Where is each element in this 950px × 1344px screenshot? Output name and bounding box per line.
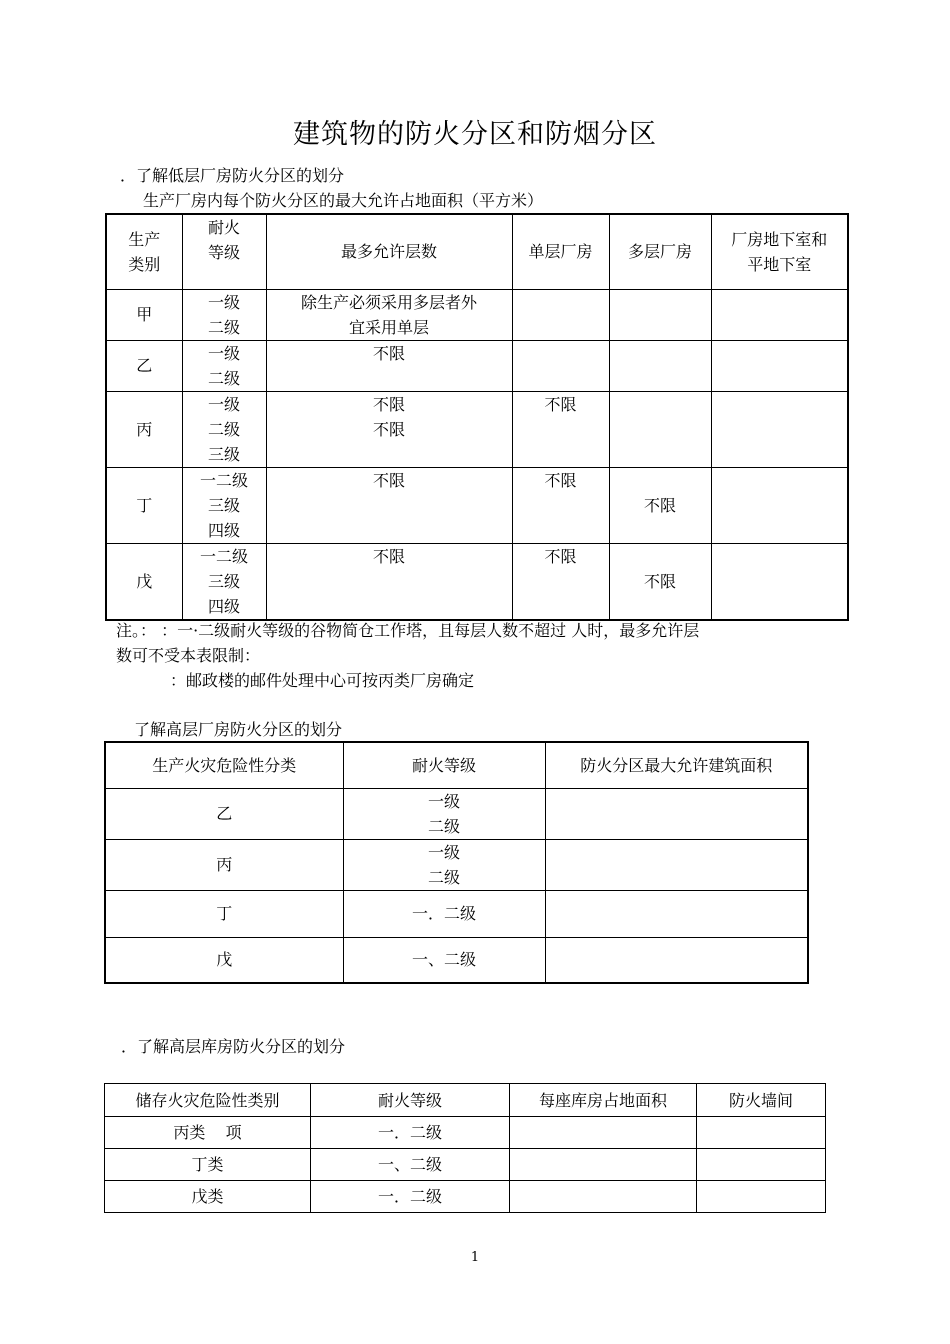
row-single	[512, 289, 609, 340]
row-area	[510, 1117, 697, 1149]
row-wall	[697, 1149, 826, 1181]
row-single	[512, 340, 609, 391]
row-single: 不限	[512, 543, 609, 620]
header-area-per-warehouse: 每座库房占地面积	[510, 1084, 697, 1117]
table-row	[106, 543, 848, 620]
row-floors: 不限	[266, 467, 512, 543]
row-grades: 一级 二级	[182, 340, 266, 391]
row-grades: 一、二级	[343, 937, 545, 983]
row-area	[545, 788, 808, 839]
header-fire-grade: 耐火等级	[311, 1084, 510, 1117]
row-category: 戊	[106, 543, 182, 620]
row-grades: 一级 二级	[182, 289, 266, 340]
row-category: 甲	[106, 289, 182, 340]
row-grades: 一、二级	[311, 1149, 510, 1181]
header-category: 生产 类别	[106, 214, 182, 289]
row-wall	[697, 1181, 826, 1213]
row-category: 丁类	[105, 1149, 311, 1181]
row-category: 丙	[105, 839, 343, 890]
row-grades: 一二级 三级 四级	[182, 543, 266, 620]
table-row	[105, 788, 808, 839]
row-grades: 一．二级	[311, 1181, 510, 1213]
high-rise-factory-table	[104, 741, 809, 984]
table-row	[106, 340, 848, 391]
row-floors: 不限	[266, 340, 512, 391]
note-line-3: ：邮政楼的邮件处理中心可按丙类厂房确定	[170, 671, 475, 690]
high-rise-warehouse-table	[104, 1083, 826, 1213]
row-category: 丁	[105, 890, 343, 937]
table-row	[105, 890, 808, 937]
row-basement	[711, 391, 848, 467]
table-row	[106, 289, 848, 340]
row-floors: 不限	[266, 543, 512, 620]
row-multi	[609, 340, 711, 391]
header-storage-class: 储存火灾危险性类别	[105, 1084, 311, 1117]
row-basement	[711, 467, 848, 543]
row-single: 不限	[512, 467, 609, 543]
note-line-2: 数可不受本表限制：	[116, 646, 261, 665]
section1-heading: ．了解低层厂房防火分区的划分	[120, 166, 345, 185]
row-category: 丁	[106, 467, 182, 543]
header-max-area: 防火分区最大允许建筑面积	[545, 742, 808, 788]
header-basement: 厂房地下室和 平地下室	[711, 214, 848, 289]
header-single-storey: 单层厂房	[512, 214, 609, 289]
row-floors: 不限 不限	[266, 391, 512, 467]
table-row	[106, 467, 848, 543]
row-multi	[609, 289, 711, 340]
note-line-1: 注。： ：一·二级耐火等级的谷物简仓工作塔，且每层人数不超过 人时，最多允许层	[116, 621, 700, 640]
header-multi-storey: 多层厂房	[609, 214, 711, 289]
row-area	[510, 1181, 697, 1213]
row-grades: 一级 二级 三级	[182, 391, 266, 467]
table-row	[105, 1149, 826, 1181]
page-title: 建筑物的防火分区和防烟分区	[293, 119, 657, 150]
header-hazard-class: 生产火灾危险性分类	[105, 742, 343, 788]
section3-heading: ．了解高层库房防火分区的划分	[121, 1037, 346, 1056]
row-area	[510, 1149, 697, 1181]
table-row	[105, 1181, 826, 1213]
row-multi: 不限	[609, 467, 711, 543]
row-area	[545, 937, 808, 983]
header-firewall: 防火墙间	[697, 1084, 826, 1117]
row-category: 戊类	[105, 1181, 311, 1213]
row-multi	[609, 391, 711, 467]
row-grades: 一级 二级	[343, 839, 545, 890]
section1-caption: 生产厂房内每个防火分区的最大允许占地面积（平方米）	[143, 191, 544, 210]
row-multi: 不限	[609, 543, 711, 620]
table-row	[105, 839, 808, 890]
row-wall	[697, 1117, 826, 1149]
row-grades: 一．二级	[311, 1117, 510, 1149]
row-basement	[711, 543, 848, 620]
row-category: 乙	[105, 788, 343, 839]
row-grades: 一二级 三级 四级	[182, 467, 266, 543]
row-grades: 一级 二级	[343, 788, 545, 839]
row-area	[545, 890, 808, 937]
row-category: 戊	[105, 937, 343, 983]
row-single: 不限	[512, 391, 609, 467]
low-rise-factory-table	[105, 213, 849, 621]
row-area	[545, 839, 808, 890]
row-category: 丙	[106, 391, 182, 467]
row-grades: 一．二级	[343, 890, 545, 937]
header-max-floors: 最多允许层数	[266, 214, 512, 289]
row-category: 乙	[106, 340, 182, 391]
row-basement	[711, 340, 848, 391]
table-row	[106, 391, 848, 467]
table-row	[105, 1117, 826, 1149]
header-fire-grade: 耐火等级	[343, 742, 545, 788]
header-fire-grade: 耐火 等级	[182, 214, 266, 289]
row-category: 丙类 项	[105, 1117, 311, 1149]
row-basement	[711, 289, 848, 340]
page-number: 1	[470, 1250, 480, 1265]
section2-heading: 了解高层厂房防火分区的划分	[134, 720, 343, 739]
row-floors: 除生产必须采用多层者外 宜采用单层	[266, 289, 512, 340]
table-row	[105, 937, 808, 983]
